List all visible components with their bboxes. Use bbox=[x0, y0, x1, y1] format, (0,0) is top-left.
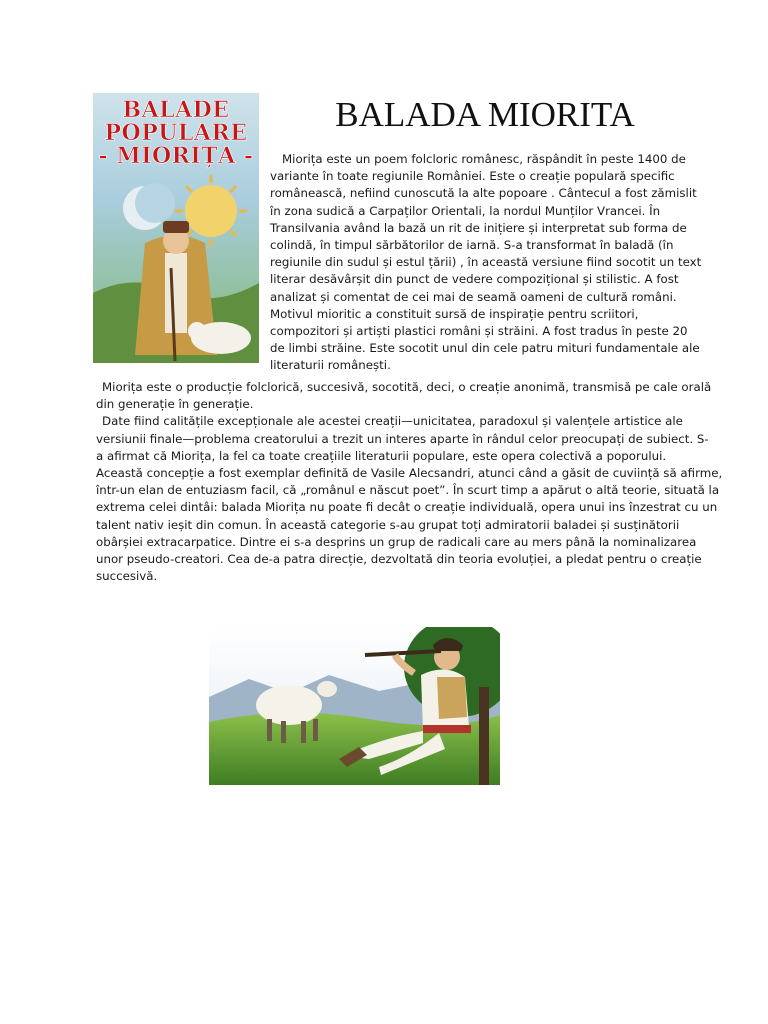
text-line: Miorița este o producție folclorică, succesivă, socotită, deci, o creație anonimă, transmisă pe cale orală bbox=[102, 380, 712, 394]
text-line: literaturii românești. bbox=[270, 358, 391, 373]
text-line: succesivă. bbox=[96, 569, 158, 584]
text-line: obârșiei extracarpatice. Dintre ei s-a desprins un grup de radicali care au mers până la nominalizarea bbox=[96, 534, 697, 549]
text-line: românească, nefiind cunoscută la alte popoare . Cântecul a fost zămislit bbox=[270, 186, 697, 201]
text-line: Această concepție a fost exemplar definită de Vasile Alecsandri, atunci când a găsit de cuviință să afirme, bbox=[96, 465, 723, 480]
book-cover-image bbox=[93, 93, 259, 363]
text-line: variante în toate regiunile României. Este o creație populară specific bbox=[270, 169, 675, 184]
text-line: unor pseudo-creatori. Cea de-a patra direcție, dezvoltată din teoria evoluției, a pledat pentru o creație bbox=[96, 551, 702, 566]
shepherd-hat bbox=[163, 221, 189, 233]
text-line: de limbi străine. Este socotit unul din cele patru mituri fundamentale ale bbox=[270, 341, 700, 356]
body-paragraphs bbox=[96, 379, 723, 585]
intro-paragraph bbox=[270, 151, 702, 374]
text-line: analizat și comentat de cei mai de seamă oameni de cultură români. bbox=[270, 289, 677, 304]
text-line: în zona sudică a Carpaților Orientali, la nordul Munților Vrancei. În bbox=[270, 203, 661, 218]
text-line: regiunile din sudul și estul țării) , în această versiune fiind socotit un text bbox=[270, 255, 702, 270]
text-line: Motivul mioritic a constituit sursă de inspirație pentru scriitori, bbox=[270, 306, 639, 321]
page-title: BALADA MIORITA bbox=[335, 95, 635, 134]
shepherd-illustration bbox=[209, 627, 500, 785]
sun-shape bbox=[185, 185, 237, 237]
text-line: talent nativ ieșit din comun. În această categorie s-au grupat toți admiratorii baladei și susținătorii bbox=[96, 517, 680, 532]
text-line: Date fiind calitățile excepționale ale acestei creații—unicitatea, paradoxul și valențele artistice ale bbox=[102, 414, 683, 429]
text-line: Miorița este un poem folcloric românesc, răspândit în peste 1400 de bbox=[282, 152, 686, 166]
text-line: compozitori și artiști plastici români și străini. A fost tradus în peste 20 bbox=[270, 323, 688, 338]
book-title-line-2: POPULARE bbox=[104, 120, 248, 146]
text-line: literar desăvârșit din punct de vedere compozițional și stilistic. A fost bbox=[270, 272, 679, 287]
book-title-line-3: - MIORIȚA - bbox=[98, 143, 254, 169]
text-line: din generație în generație. bbox=[96, 397, 254, 412]
shepherd-scene-art bbox=[209, 627, 500, 785]
book-title-line-1: BALADE bbox=[122, 97, 230, 123]
text-line: colindă, în timpul sărbătorilor de iarnă. S-a transformat în baladă (în bbox=[270, 237, 674, 252]
text-line: a afirmat că Miorița, la fel ca toate creațiile literaturii populare, este opera colectivă a poporului. bbox=[96, 448, 667, 463]
text-line: versiunii finale—problema creatorului a trezit un interes aparte în rândul celor preocupați de subiect. S- bbox=[96, 431, 709, 446]
text-line: extrema celei dintâi: balada Miorița nu poate fi decât o creație individuală, opera unui ins înzestrat cu un bbox=[96, 500, 718, 515]
text-line: Transilvania având la bază un rit de inițiere și interpretat sub forma de bbox=[270, 220, 687, 235]
text-line: într-un elan de entuziasm facil, că „românul e născut poet”. În scurt timp a apărut o altă teorie, situată la bbox=[96, 483, 720, 498]
